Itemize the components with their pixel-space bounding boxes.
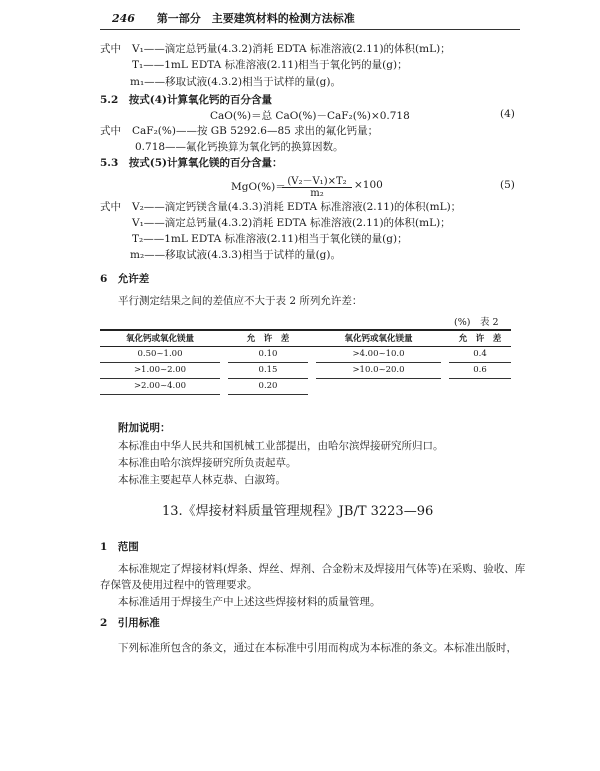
standard-title: 13.《焊接材料质量管理规程》JB/T 3223—96 [162,504,434,519]
col-header-tolerance-2: 允 许 差 [449,330,511,346]
table-header-row [100,330,511,346]
notes-heading: 附加说明： [118,422,171,434]
section-5-3-heading: 5.3 按式(5)计算氧化镁的百分含量： [100,157,283,169]
table-row [100,378,511,394]
table-cell: >4.00~10.0 [316,346,441,362]
table-caption: (%) 表 2 [454,317,499,328]
def-t2: T₂——1mL EDTA 标准溶液(2.11)相当于氧化镁的量(g)； [132,233,408,245]
where-label-3: 式中 [100,201,121,213]
equation-5-numerator: (V₂－V₁)×T₂ [282,172,352,188]
def-t1: T₁——1mL EDTA 标准溶液(2.11)相当于氧化钙的量(g)； [132,59,408,71]
section-5-2-heading: 5.2 按式(4)计算氧化钙的百分含量 [100,94,273,106]
where-label-1: 式中 [100,43,121,55]
page-number: 246 [112,12,135,25]
note-line-1: 本标准由中华人民共和国机械工业部提出，由哈尔滨焊接研究所归口。 [118,440,444,452]
def-m2: m₂——移取试液(4.3.3)相当于试样的量(g)。 [130,249,341,261]
table-cell: 0.15 [228,362,308,378]
table-cell: 0.6 [449,362,511,378]
equation-5-denominator: m₂ [310,188,324,199]
tolerance-table [100,329,511,395]
header-title: 第一部分 主要建筑材料的检测方法标准 [156,12,355,25]
table-cell [316,378,441,394]
scope-para-2: 本标准适用于焊接生产中上述这些焊接材料的质量管理。 [118,596,381,608]
table-cell [449,378,511,394]
col-header-amount-1: 氧化钙或氧化镁量 [100,330,220,346]
col-header-amount-2: 氧化钙或氧化镁量 [316,330,441,346]
def-v1: V₁——滴定总钙量(4.3.2)消耗 EDTA 标准溶液(2.11)的体积(mL)； [132,43,451,55]
col-header-tolerance-1: 允 许 差 [228,330,308,346]
note-line-3: 本标准主要起草人林克恭、白淑筠。 [118,474,286,486]
references-heading: 2 引用标准 [100,617,160,629]
table-row [100,362,511,378]
note-line-2: 本标准由哈尔滨焊接研究所负责起草。 [118,457,297,469]
tolerance-intro: 平行测定结果之间的差值应不大于表 2 所列允许差： [118,295,363,307]
equation-5-tail: ×100 [354,179,383,191]
equation-4: CaO(%)＝总 CaO(%)－CaF₂(%)×0.718 [210,110,410,122]
equation-5-fraction [282,172,352,199]
equation-5-number: (5) [500,179,515,191]
scope-para-1-line-2: 存保管及使用过程中的管理要求。 [100,579,258,591]
def-caf2: CaF₂(%)——按 GB 5292.6—85 求出的氟化钙量； [132,125,379,137]
scope-heading: 1 范围 [100,541,139,553]
def-factor: 0.718——氟化钙换算为氧化钙的换算因数。 [135,141,344,153]
where-label-2: 式中 [100,125,121,137]
equation-5-lhs: MgO(%)＝ [231,181,286,193]
section-6-heading: 6 允许差 [100,273,150,285]
def-v1-repeat: V₁——滴定总钙量(4.3.2)消耗 EDTA 标准溶液(2.11)的体积(mL)； [132,217,451,229]
references-para-1: 下列标准所包含的条文，通过在本标准中引用而构成为本标准的条文。本标准出版时， [118,642,517,654]
table-cell: >1.00~2.00 [100,362,220,378]
equation-4-number: (4) [500,108,515,120]
table-cell: >2.00~4.00 [100,378,220,394]
table-cell: 0.50~1.00 [100,346,220,362]
table-cell: 0.10 [228,346,308,362]
table-cell: >10.0~20.0 [316,362,441,378]
running-header [112,10,355,26]
scope-para-1-line-1: 本标准规定了焊接材料(焊条、焊丝、焊剂、合金粉末及焊接用气体等)在采购、验收、库 [118,563,526,575]
def-m1: m₁——移取试液(4.3.2)相当于试样的量(g)。 [130,76,341,88]
table-cell: 0.4 [449,346,511,362]
def-v2: V₂——滴定钙镁含量(4.3.3)消耗 EDTA 标准溶液(2.11)的体积(mL)； [132,201,462,213]
table-row [100,346,511,362]
table-cell: 0.20 [228,378,308,394]
header-rule [100,29,520,30]
